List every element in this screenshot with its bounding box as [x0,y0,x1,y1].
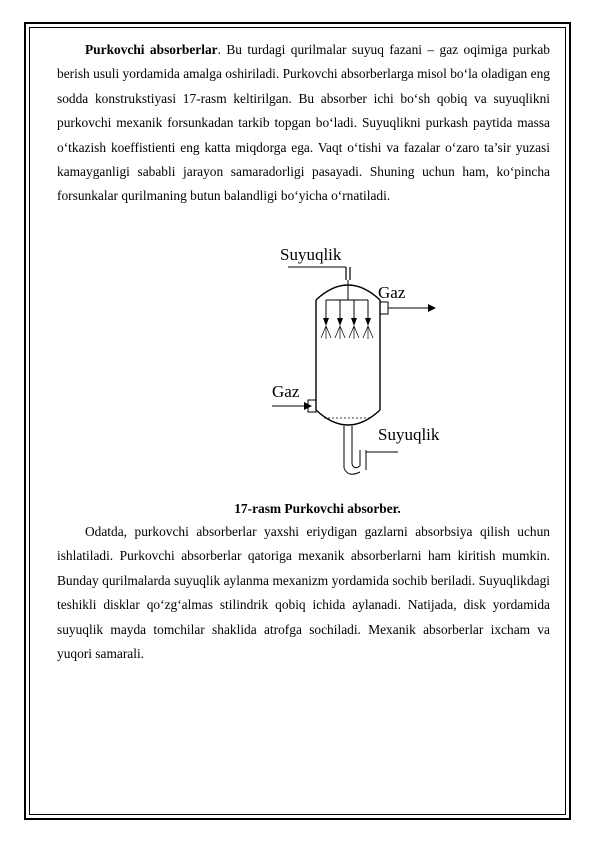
absorber-figure [268,240,458,490]
figure-caption: 17-rasm Purkovchi absorber. [234,501,401,516]
column-bottom-dome [316,410,380,425]
term-purkovchi-absorberlar: Purkovchi absorberlar [85,42,218,57]
gas-outlet-arrow [428,304,436,312]
paragraph-2-text: Odatda, purkovchi absorberlar yaxshi eriydigan gazlarni absorbsiya qilish uchun ishlatiladi. Purkovchi absorberlar qatoriga mexanik absorberlarni ham kiritish mumkin. Bunday qurilmalarda suyuqlik aylanma mexanizm yordamida sochib beriladi. Suyuqlikdagi teshikli disklar qo‘zg‘almas stilindrik qobiq ichida aylanadi. Natijada, disk yordamida suyuqlik mayda tomchilar shaklida atrofga sochiladi. Mexanik absorberlar ixcham va yuqori samarali. [57,524,550,662]
paragraph-1 [57,38,550,209]
label-gas-outlet: Gaz [378,283,406,302]
gas-outlet-flange [380,302,388,314]
spray-nozzles [321,318,373,339]
label-liquid-outlet: Suyuqlik [378,425,440,444]
paragraph-1-text: . Bu turdagi qurilmalar suyuq fazani – gaz oqimiga purkab berish usuli yordamida amalga oshiriladi. Purkovchi absorberlarga misol bo‘la oladigan eng sodda konstrukstiyasi 17-rasm keltirilgan. Bu absorber ichi bo‘sh qobiq va suyuqlikni purkovchi mexanik forsunkadan tarkib topgan bo‘ladi. Suyuqlikni purkash paytida massa o‘tkazish koeffistienti eng katta miqdorga ega. Vaqt o‘tishi va fazalar o‘zaro ta’sir yuzasi kamayganligi sababli jarayon samaradorligi pasayadi. Shuning uchun ham, ko‘pincha forsunkalar qurilmaning butun balandligi bo‘yicha o‘rnatiladi. [57,42,550,204]
label-liquid-inlet: Suyuqlik [280,245,342,264]
spray-absorber-diagram [268,240,458,490]
paragraph-2 [57,520,550,666]
label-gas-inlet: Gaz [272,382,300,401]
